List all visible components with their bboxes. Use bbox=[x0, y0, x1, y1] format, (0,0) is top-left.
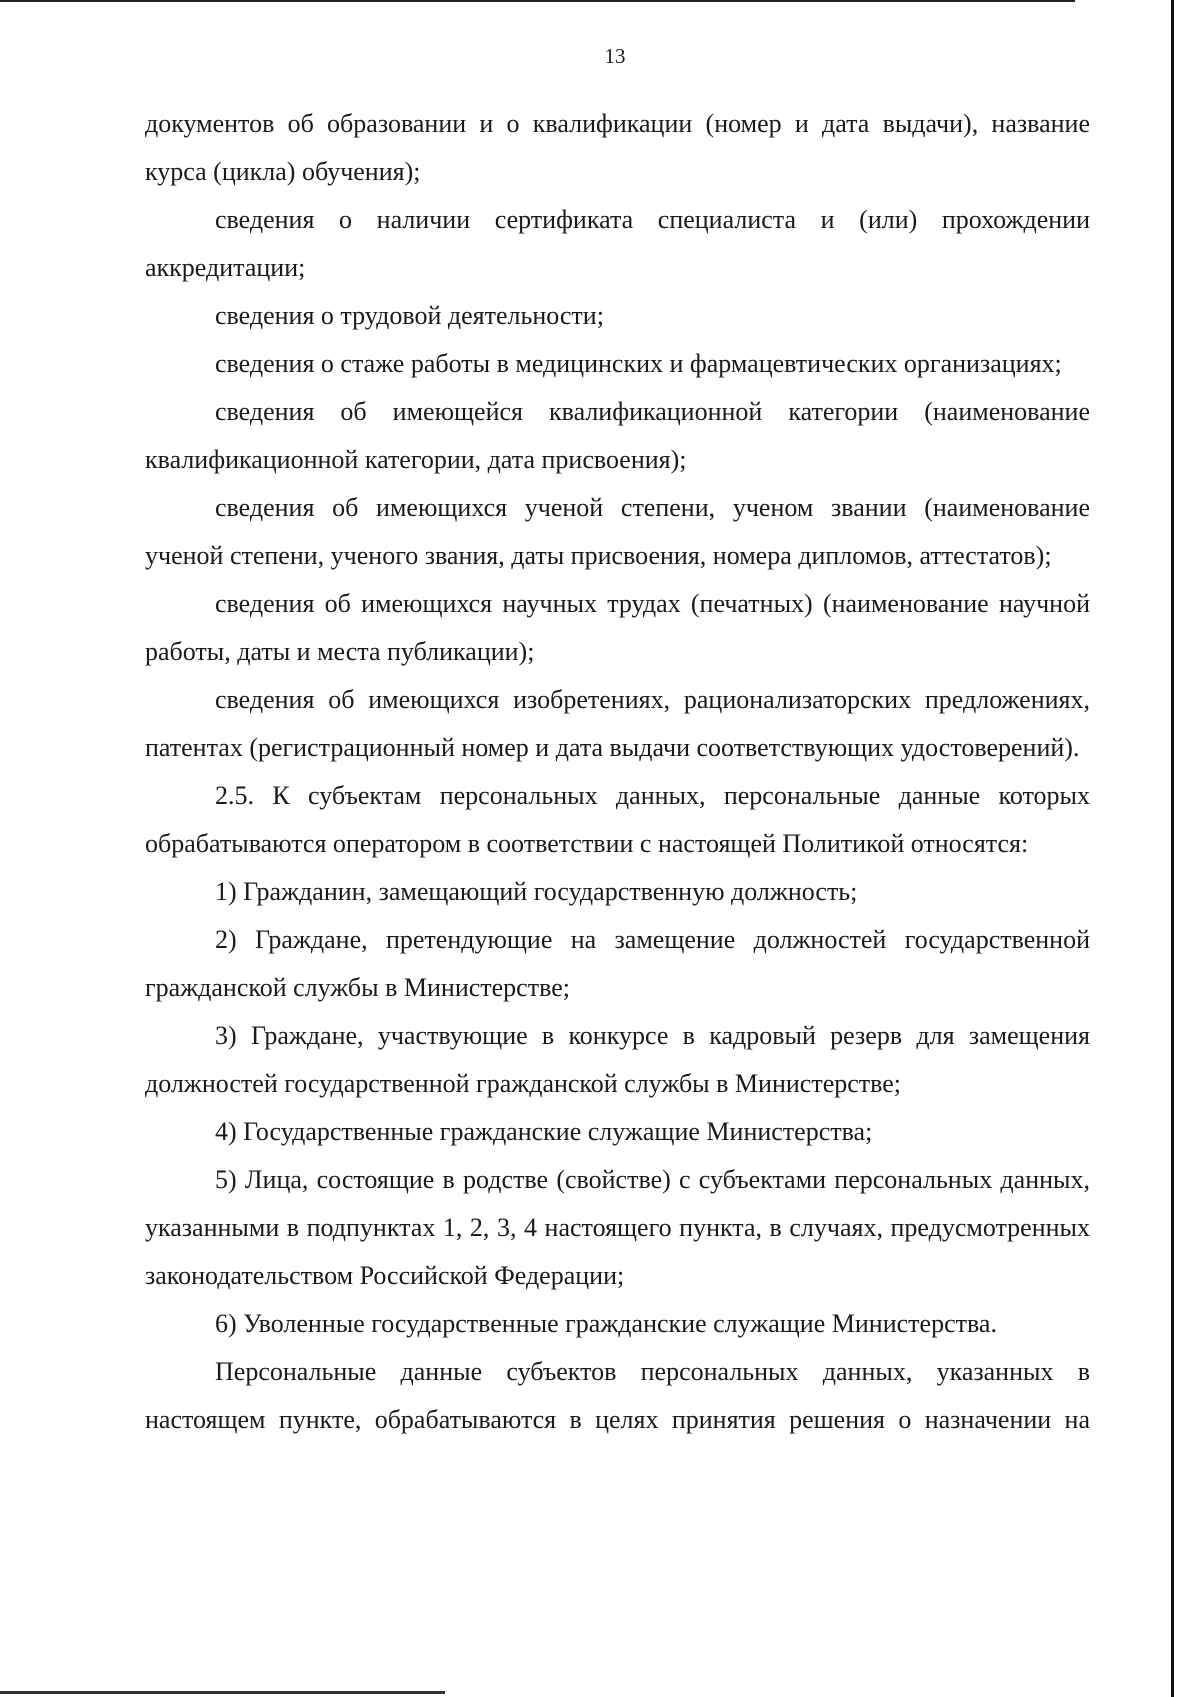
paragraph: 5) Лица, состоящие в родстве (свойстве) с субъектами персональных данных, указанными в подпунктах 1, 2, 3, 4 настоящего пункта, в случаях, предусмотренных законодательством Российской Федерации; bbox=[145, 1165, 1090, 1290]
paragraph: документов об образовании и о квалификации (номер и дата выдачи), название курса (цикла) обучения); bbox=[145, 109, 1090, 186]
paragraph: 6) Уволенные государственные гражданские служащие Министерства. bbox=[215, 1309, 997, 1338]
scan-border-bottom bbox=[0, 1691, 445, 1694]
paragraph: сведения о стаже работы в медицинских и фармацевтических организациях; bbox=[215, 349, 1062, 378]
paragraph: 2) Граждане, претендующие на замещение должностей государственной гражданской службы в Министерстве; bbox=[145, 925, 1090, 1002]
scan-border-top bbox=[0, 0, 1075, 2]
paragraph: 4) Государственные гражданские служащие Министерства; bbox=[215, 1117, 873, 1146]
document-body bbox=[145, 100, 1090, 1444]
page-number: 13 bbox=[604, 44, 626, 68]
scan-border-right bbox=[1171, 0, 1174, 1697]
paragraph: сведения об имеющихся изобретениях, рационализаторских предложениях, патентах (регистрационный номер и дата выдачи соответствующих удостоверений). bbox=[145, 685, 1090, 762]
paragraph: сведения о наличии сертификата специалиста и (или) прохождении аккредитации; bbox=[145, 205, 1090, 282]
paragraph: сведения об имеющейся квалификационной категории (наименование квалификационной категории, дата присвоения); bbox=[145, 397, 1090, 474]
paragraph: сведения об имеющихся ученой степени, ученом звании (наименование ученой степени, ученого звания, даты присвоения, номера дипломов, аттестатов); bbox=[145, 493, 1090, 570]
paragraph: 2.5. К субъектам персональных данных, персональные данные которых обрабатываются оператором в соответствии с настоящей Политикой относятся: bbox=[145, 781, 1090, 858]
paragraph: 1) Гражданин, замещающий государственную должность; bbox=[215, 877, 858, 906]
paragraph: 3) Граждане, участвующие в конкурсе в кадровый резерв для замещения должностей государственной гражданской службы в Министерстве; bbox=[145, 1021, 1090, 1098]
paragraph: Персональные данные субъектов персональных данных, указанных в настоящем пункте, обрабатываются в целях принятия решения о назначении на bbox=[145, 1357, 1090, 1434]
paragraph: сведения о трудовой деятельности; bbox=[215, 301, 604, 330]
paragraph: сведения об имеющихся научных трудах (печатных) (наименование научной работы, даты и места публикации); bbox=[145, 589, 1090, 666]
